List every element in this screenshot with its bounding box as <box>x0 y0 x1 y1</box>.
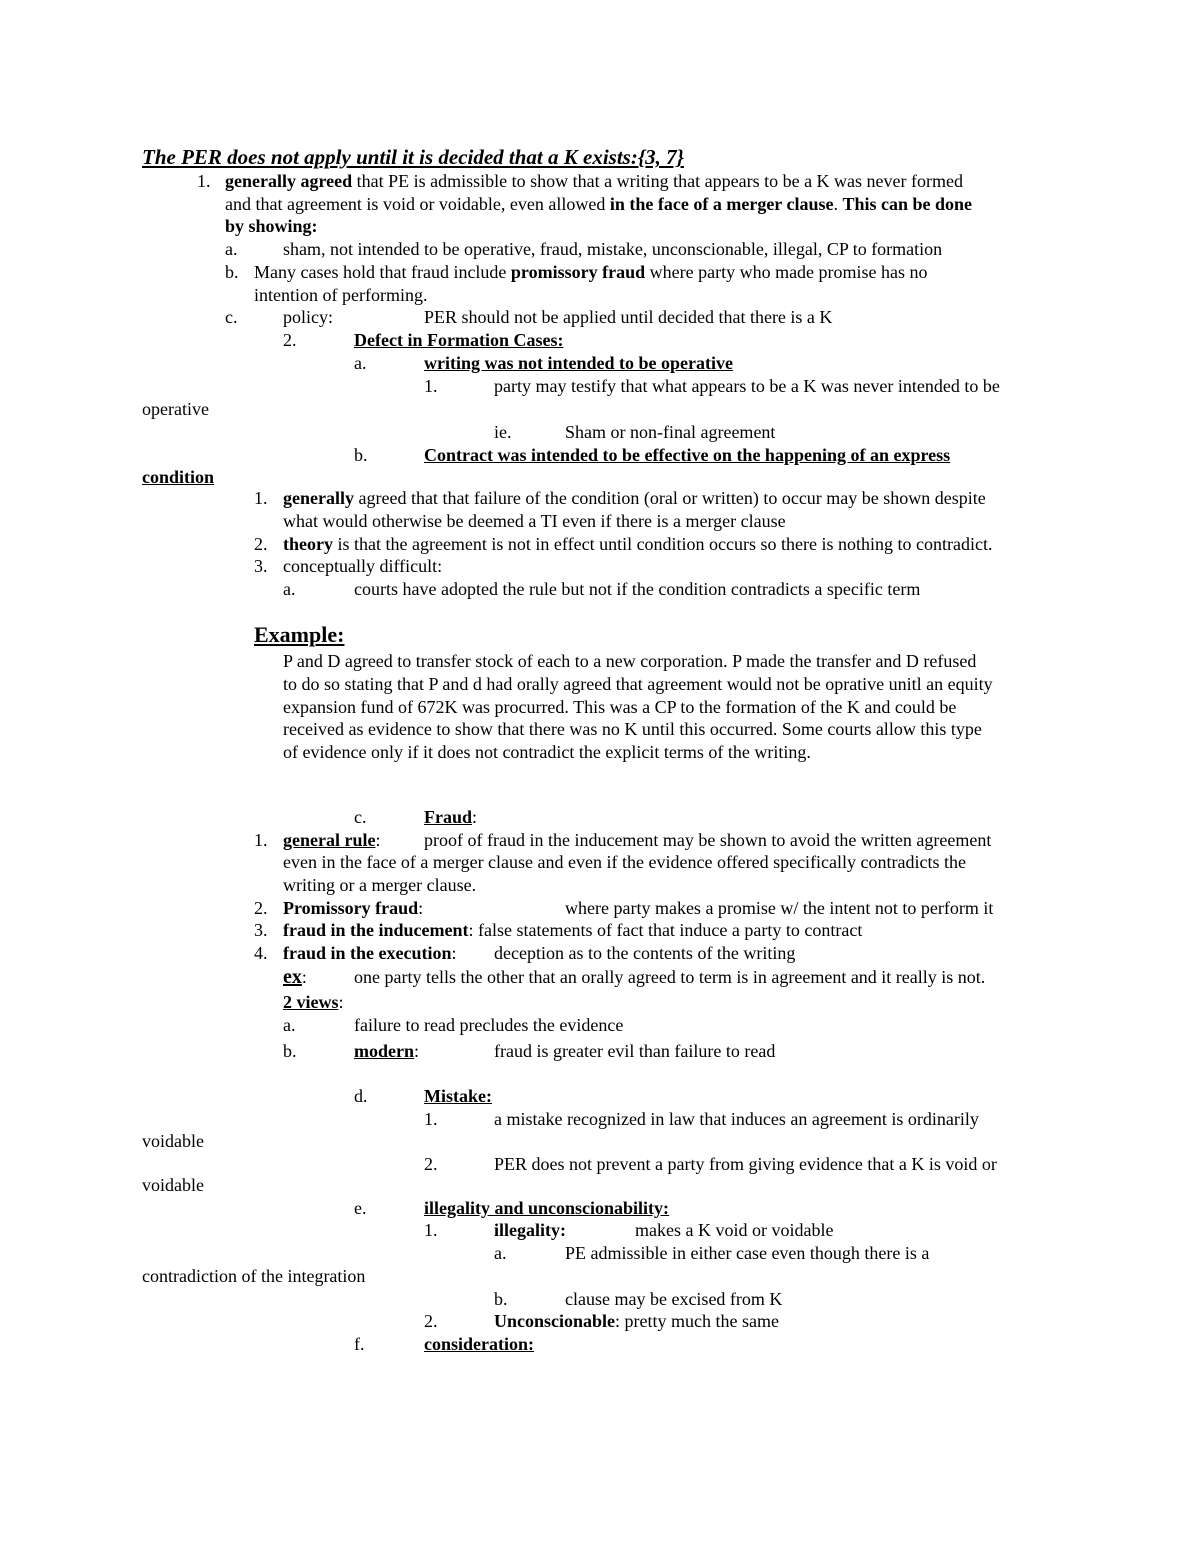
example-line: of evidence only if it does not contradict the explicit terms of the writing. <box>283 742 811 762</box>
list-letter: b. <box>494 1289 508 1309</box>
list-item: party may testify that what appears to be a K was never intended to be <box>494 376 1000 396</box>
list-item: one party tells the other that an orally agreed to term is in agreement and it really is not. <box>354 967 986 987</box>
bold-term: 2 views <box>283 992 339 1012</box>
list-key <box>283 942 457 964</box>
list-key <box>494 1219 566 1241</box>
text: and that agreement is void or voidable, even allowed <box>225 194 610 214</box>
list-item: sham, not intended to be operative, fraud, mistake, unconscionable, illegal, CP to formation <box>283 239 943 259</box>
heading-text: Fraud <box>424 807 473 827</box>
bold-term: generally agreed <box>225 171 353 191</box>
list-key <box>283 829 381 851</box>
list-number: 2. <box>424 1154 438 1174</box>
subsection-heading <box>424 1333 534 1355</box>
list-number: 2. <box>283 330 297 350</box>
list-letter: b. <box>283 1041 297 1061</box>
list-number: 3. <box>254 920 268 940</box>
list-item-cont: writing or a merger clause. <box>283 875 477 895</box>
list-item-cont: operative <box>142 399 209 419</box>
list-item <box>225 170 963 192</box>
subsection-heading <box>424 1197 669 1219</box>
subsection-heading-cont <box>142 466 214 488</box>
heading-text: consideration: <box>424 1334 534 1354</box>
page-title: The PER does not apply until it is decided that a K exists:{3, 7} <box>142 145 684 169</box>
list-item: proof of fraud in the inducement may be shown to avoid the written agreement <box>424 830 992 850</box>
bold-term: illegality: <box>494 1220 566 1240</box>
list-letter: b. <box>225 262 239 282</box>
list-letter: a. <box>354 353 367 373</box>
list-number: 1. <box>254 488 268 508</box>
list-number: 1. <box>197 171 211 191</box>
colon: : <box>301 967 307 987</box>
heading-text: writing was not intended to be operative <box>424 353 733 373</box>
bold-term: generally <box>283 488 354 508</box>
colon: : <box>418 898 424 918</box>
text: Many cases hold that fraud include <box>254 262 511 282</box>
list-item-cont <box>225 193 972 215</box>
list-key <box>283 966 307 988</box>
bold-term: general rule <box>283 830 376 850</box>
list-letter: d. <box>354 1086 368 1106</box>
subsection-heading <box>424 444 950 466</box>
subsection-heading <box>424 1085 492 1107</box>
bold-term: theory <box>283 534 333 554</box>
list-item: fraud is greater evil than failure to read <box>494 1041 776 1061</box>
list-item: a mistake recognized in law that induces an agreement is ordinarily <box>494 1109 979 1129</box>
list-item-cont: even in the face of a merger clause and even if the evidence offered specifically contradicts the <box>283 852 966 872</box>
list-number: 4. <box>254 943 268 963</box>
list-letter: ie. <box>494 422 512 442</box>
list-item: conceptually difficult: <box>283 556 443 576</box>
list-key <box>283 897 423 919</box>
bold-term: fraud in the inducement <box>283 920 469 940</box>
subsection-heading <box>424 352 733 374</box>
colon: : <box>414 1041 420 1061</box>
heading-text: illegality and unconscionability: <box>424 1198 670 1218</box>
list-letter: e. <box>354 1198 367 1218</box>
list-item: failure to read precludes the evidence <box>354 1015 624 1035</box>
colon: : <box>451 943 457 963</box>
example-line: to do so stating that P and d had orally agreed that agreement would not be oprative unitl an equity <box>283 674 993 694</box>
text: : pretty much the same <box>615 1311 779 1331</box>
list-letter: b. <box>354 445 368 465</box>
text: agreed that that failure of the condition (oral or written) to occur may be shown despite <box>353 488 986 508</box>
list-item-cont: voidable <box>142 1131 204 1151</box>
bold-term: Unconscionable <box>494 1311 616 1331</box>
list-key: policy: <box>283 307 333 327</box>
heading-text: Contract was intended to be effective on the happening of an express <box>424 445 951 465</box>
text: is that the agreement is not in effect until condition occurs so there is nothing to contradict. <box>332 534 993 554</box>
list-letter: a. <box>225 239 238 259</box>
bold-term: in the face of a merger clause <box>609 194 834 214</box>
list-item <box>494 1310 779 1332</box>
text: . <box>833 194 843 214</box>
list-key <box>283 991 344 1013</box>
list-item: where party makes a promise w/ the intent not to perform it <box>565 898 994 918</box>
colon: : <box>375 830 381 850</box>
list-number: 2. <box>254 534 268 554</box>
colon: : <box>338 992 344 1012</box>
bold-term: by showing: <box>225 216 318 236</box>
heading-text: Mistake: <box>424 1086 492 1106</box>
list-item: PER does not prevent a party from giving evidence that a K is void or <box>494 1154 997 1174</box>
bold-term: promissory fraud <box>510 262 646 282</box>
list-item <box>254 261 928 283</box>
bold-term: Promissory fraud <box>283 898 419 918</box>
list-item: clause may be excised from K <box>565 1289 783 1309</box>
list-number: 2. <box>424 1311 438 1331</box>
list-number: 3. <box>254 556 268 576</box>
list-item <box>283 487 986 509</box>
colon: : <box>472 807 478 827</box>
bold-term: fraud in the execution <box>283 943 452 963</box>
list-item: courts have adopted the rule but not if the condition contradicts a specific term <box>354 579 921 599</box>
heading-text: Defect in Formation Cases: <box>354 330 564 350</box>
list-item-cont: contradiction of the integration <box>142 1266 366 1286</box>
list-letter: a. <box>494 1243 507 1263</box>
bold-term: ex <box>283 966 302 988</box>
list-item-cont: voidable <box>142 1175 204 1195</box>
text: that PE is admissible to show that a writing that appears to be a K was never formed <box>352 171 963 191</box>
example-line: received as evidence to show that there was no K until this occurred. Some courts allow this type <box>283 719 982 739</box>
section-heading <box>354 329 563 351</box>
list-number: 2. <box>254 898 268 918</box>
list-item: PE admissible in either case even though there is a <box>565 1243 930 1263</box>
list-item <box>283 533 993 555</box>
list-number: 1. <box>424 1220 438 1240</box>
subsection-heading <box>424 806 477 828</box>
list-key <box>354 1040 419 1062</box>
list-letter: a. <box>283 579 296 599</box>
list-item: PER should not be applied until decided that there is a K <box>424 307 833 327</box>
list-item <box>283 919 862 941</box>
list-letter: a. <box>283 1015 296 1035</box>
list-number: 1. <box>424 376 438 396</box>
list-item: makes a K void or voidable <box>635 1220 834 1240</box>
bold-term: modern <box>354 1041 414 1061</box>
list-item-cont: what would otherwise be deemed a TI even if there is a merger clause <box>283 511 786 531</box>
text: where party who made promise has no <box>645 262 928 282</box>
heading-text: condition <box>142 467 215 487</box>
example-line: expansion fund of 672K was procurred. This was a CP to the formation of the K and could be <box>283 697 957 717</box>
text: : false statements of fact that induce a party to contract <box>468 920 863 940</box>
list-number: 1. <box>254 830 268 850</box>
bold-term: This can be done <box>842 194 973 214</box>
example-heading: Example: <box>254 622 345 647</box>
example-line: P and D agreed to transfer stock of each to a new corporation. P made the transfer and D refused <box>283 651 977 671</box>
list-item: deception as to the contents of the writing <box>494 943 796 963</box>
list-letter: f. <box>354 1334 365 1354</box>
list-item: Sham or non-final agreement <box>565 422 776 442</box>
list-letter: c. <box>354 807 367 827</box>
list-item-cont: intention of performing. <box>254 285 428 305</box>
list-item-cont <box>225 215 318 237</box>
list-number: 1. <box>424 1109 438 1129</box>
list-letter: c. <box>225 307 238 327</box>
